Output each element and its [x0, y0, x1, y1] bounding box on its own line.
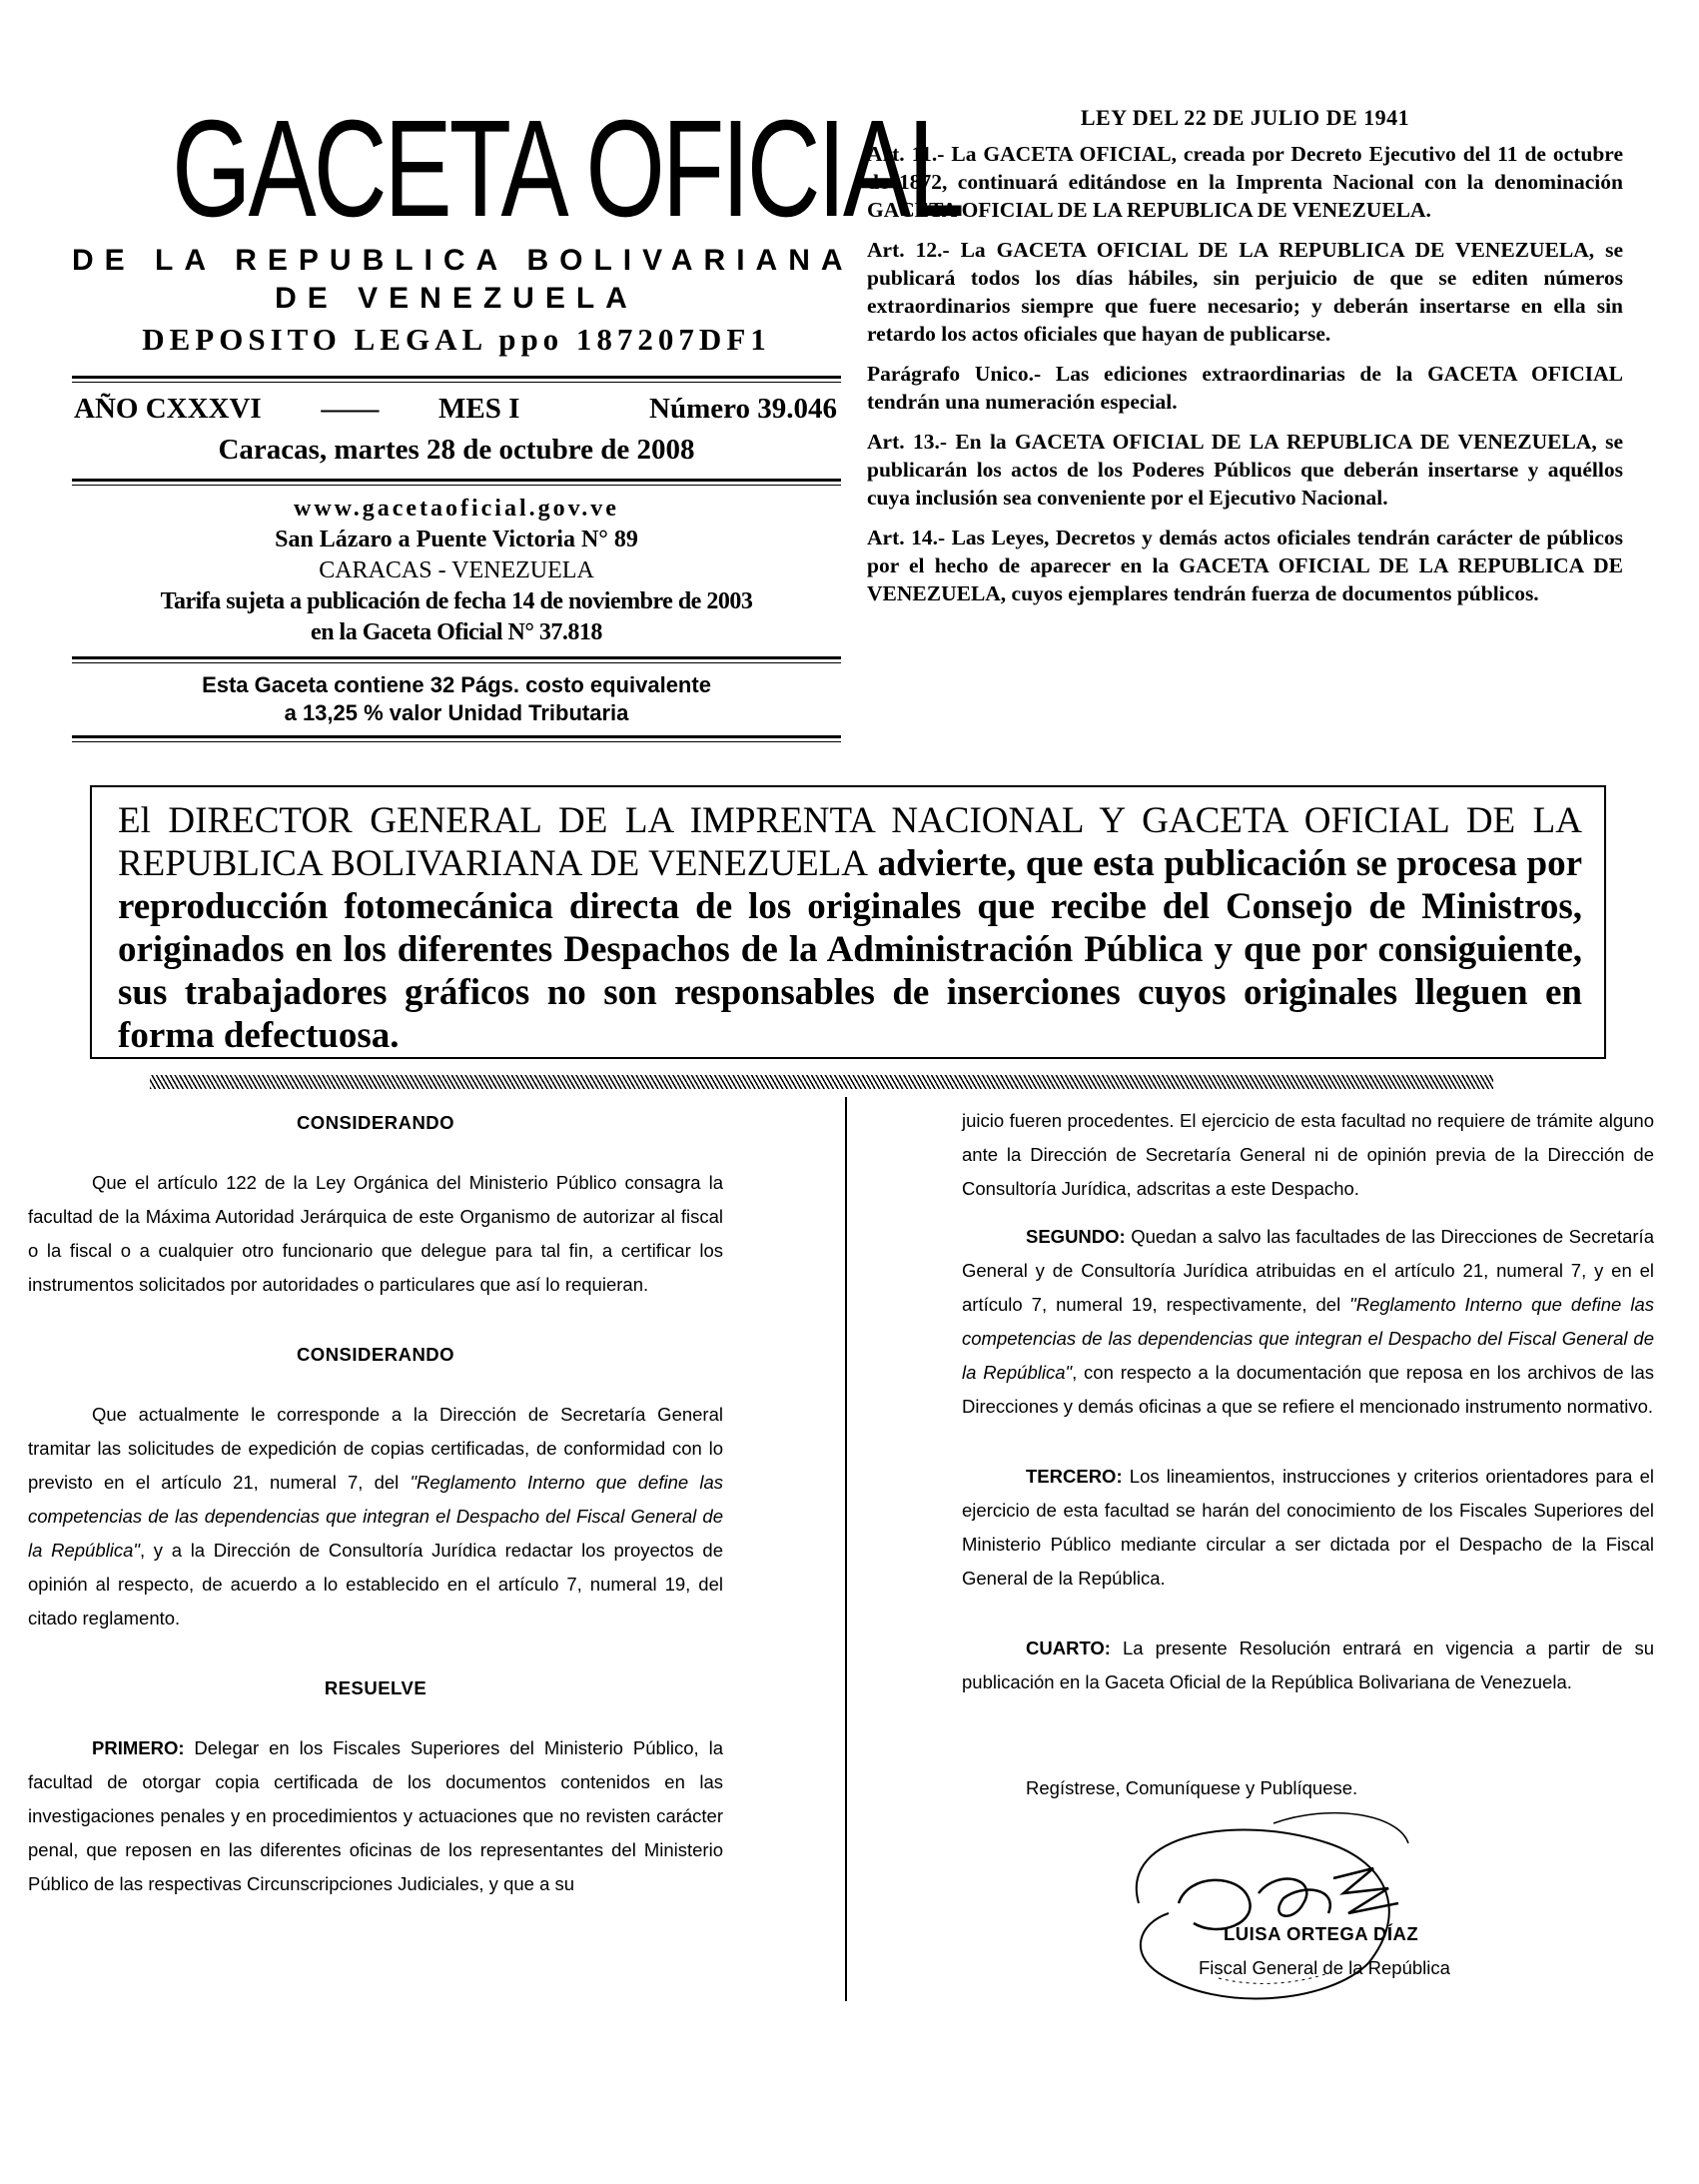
considerando-paragraph-1: Que el artículo 122 de la Ley Orgánica del Ministerio Público consagra la facultad de la Máxima Autoridad Jerárquica de este Organismo de autorizar al fiscal o la fiscal o a cualquier otro funcionario que delegue para tal fin, a certificar los instrumentos solicitados por autoridades o particulares que así lo requieran. [28, 1172, 723, 1295]
law-article-13: Art. 13.- En la GACETA OFICIAL DE LA REPUBLICA DE VENEZUELA, se publicarán los actos de los Poderes Públicos que deberán insertarse y aquéllos cuya inclusión sea conveniente por el Ejecutivo Nacional. [867, 430, 1623, 510]
primero-continuation: juicio fueren procedentes. El ejercicio de esta facultad no requiere de trámite alguno ante la Dirección de Secretaría General ni de opinión previa de la Dirección de Consultoría Jurídica, adscritas a este Despacho. [962, 1110, 1654, 1199]
masthead-subtitle-line1: DE LA REPUBLICA BOLIVARIANA [72, 244, 854, 277]
right-column [962, 1104, 1654, 1699]
deposito-legal: DEPOSITO LEGAL ppo 187207DF1 [142, 322, 771, 357]
law-article-11: Art. 11.- La GACETA OFICIAL, creada por Decreto Ejecutivo del 11 de octubre de 1872, continuará editándose en la Imprenta Nacional con la denominación GACETA OFICIAL DE LA REPUBLICA DE VENEZUELA. [867, 142, 1623, 222]
primero-label: PRIMERO: [92, 1737, 185, 1758]
signer-name: LUISA ORTEGA DÍAZ [1224, 1923, 1419, 1944]
segundo-text-a: Quedan a salvo las facultades de las Direcciones de Secretaría General y de Consultoría Jurídica atribuidas en el artículo 21, numeral 7, y en el artículo 7, numeral 19, respectivamente, del [962, 1226, 1654, 1315]
notice-lead: El DIRECTOR GENERAL DE LA IMPRENTA NACIONAL Y GACETA OFICIAL DE LA REPUBLICA BOLIVARIANA DE VENEZUELA [118, 800, 1582, 884]
issue-info-row [72, 383, 841, 430]
law-paragrafo-unico: Parágrafo Unico.- Las ediciones extraordinarias de la GACETA OFICIAL tendrán una numeración especial. [867, 362, 1623, 414]
left-column [28, 1104, 723, 1901]
handwritten-signature [1099, 1773, 1538, 2023]
cost-line2: a 13,25 % valor Unidad Tributaria [284, 700, 629, 725]
issue-year: AÑO CXXXVI [74, 393, 262, 425]
issue-date: Caracas, martes 28 de octubre de 2008 [218, 434, 695, 466]
signature-block [999, 1763, 1558, 2023]
tercero-paragraph [962, 1460, 1654, 1596]
issue-month: MES I [437, 393, 520, 425]
cuarto-label: CUARTO: [1026, 1638, 1111, 1658]
reglamento-title-1: "Reglamento Interno que define las competencias de las dependencias que integran el Despacho del Fiscal General de la República" [28, 1472, 723, 1561]
masthead-rule [72, 376, 841, 383]
masthead-title: GACETA OFICIAL [172, 92, 962, 246]
segundo-label: SEGUNDO: [1026, 1226, 1126, 1247]
considerando-heading-1: CONSIDERANDO [296, 1112, 455, 1133]
segundo-paragraph [962, 1220, 1654, 1424]
tarifa-line1: Tarifa sujeta a publicación de fecha 14 de noviembre de 2003 [160, 588, 753, 614]
issue-dash: —— [321, 393, 380, 425]
cuarto-paragraph [962, 1632, 1654, 1699]
hatched-separator [150, 1075, 1493, 1089]
cost-line1: Esta Gaceta contiene 32 Págs. costo equivalente [202, 672, 711, 697]
tercero-text: Los lineamientos, instrucciones y criterios orientadores para el ejercicio de esta facultad se harán del conocimiento de los Fiscales Superiores del Ministerio Público mediante circular a ser dictada por el Despacho de la Fiscal General de la República. [962, 1466, 1654, 1589]
info-rule [72, 656, 841, 663]
law-article-12: Art. 12.- La GACETA OFICIAL DE LA REPUBLICA DE VENEZUELA, se publicará todos los días hábiles, sin perjuicio de que se editen números extraordinarios siempre que fuere necesario; y deberán insertarse en ella sin retardo los actos oficiales que hayan de publicarse. [867, 238, 1623, 346]
resuelve-heading: RESUELVE [324, 1677, 427, 1698]
tercero-label: TERCERO: [1026, 1466, 1123, 1487]
address: San Lázaro a Puente Victoria N° 89 [275, 527, 638, 552]
primero-text: Delegar en los Fiscales Superiores del Ministerio Público, la facultad de otorgar copia certificada de los documentos contenidos en las investigaciones penales y en procedimientos y actuaciones que no revisten carácter penal, que reposen en las diferentes oficinas de los representantes del Ministerio Público de las respectivas Circunscripciones Judiciales, y que a su [28, 1737, 723, 1894]
reglamento-title-2: "Reglamento Interno que define las competencias de las dependencias que integran el Despacho del Fiscal General de la República" [962, 1294, 1654, 1383]
considerando-paragraph-2 [28, 1398, 723, 1636]
cost-info [72, 663, 841, 735]
segundo-text-b: , con respecto a la documentación que reposa en los archivos de las Direcciones y demás oficinas a que se refiere el mencionado instrumento normativo. [962, 1362, 1654, 1417]
notice-box [90, 785, 1606, 1059]
law-article-14: Art. 14.- Las Leyes, Decretos y demás actos oficiales tendrán carácter de públicos por el hecho de aparecer en la GACETA OFICIAL DE LA REPUBLICA DE VENEZUELA, cuyos ejemplares tendrán fuerza de documentos públicos. [867, 526, 1623, 605]
column-divider [845, 1097, 847, 2001]
cuarto-text: La presente Resolución entrará en vigencia a partir de su publicación en la Gaceta Oficial de la República Bolivariana de Venezuela. [962, 1638, 1654, 1692]
publisher-info [72, 486, 841, 656]
primero-paragraph [28, 1731, 723, 1901]
considerando-2-text-b: , y a la Dirección de Consultoría Jurídica redactar los proyectos de opinión al respecto, de acuerdo a lo establecido en el artículo 7, numeral 19, del citado reglamento. [28, 1540, 723, 1629]
signer-role: Fiscal General de la República [1199, 1957, 1450, 1978]
considerando-2-text-a: Que actualmente le corresponde a la Dirección de Secretaría General tramitar las solicitudes de expedición de copias certificadas, de conformidad con lo previsto en el artículo 21, numeral 7, del [28, 1404, 723, 1493]
considerando-heading-2: CONSIDERANDO [296, 1344, 455, 1365]
closing-formula: Regístrese, Comuníquese y Publíquese. [1026, 1777, 1358, 1798]
website-link[interactable]: www.gacetaoficial.gov.ve [294, 496, 619, 522]
notice-text: advierte, que esta publicación se procesa por reproducción fotomecánica directa de los originales que recibe del Consejo de Ministros, originados en los diferentes Despachos de la Administración Pública y que por consiguiente, sus trabajadores gráficos no son responsables de inserciones cuyos originales lleguen en forma defectuosa. [118, 843, 1583, 1056]
masthead [72, 92, 962, 742]
masthead-subtitle-line2: DE VENEZUELA [275, 282, 638, 315]
tarifa-line2: en la Gaceta Oficial N° 37.818 [311, 619, 602, 645]
law-title: LEY DEL 22 DE JULIO DE 1941 [1080, 105, 1410, 130]
law-excerpt [867, 104, 1623, 619]
date-rule [72, 479, 841, 486]
cost-rule [72, 735, 841, 742]
city: CARACAS - VENEZUELA [319, 557, 594, 583]
issue-number: Número 39.046 [649, 393, 837, 425]
